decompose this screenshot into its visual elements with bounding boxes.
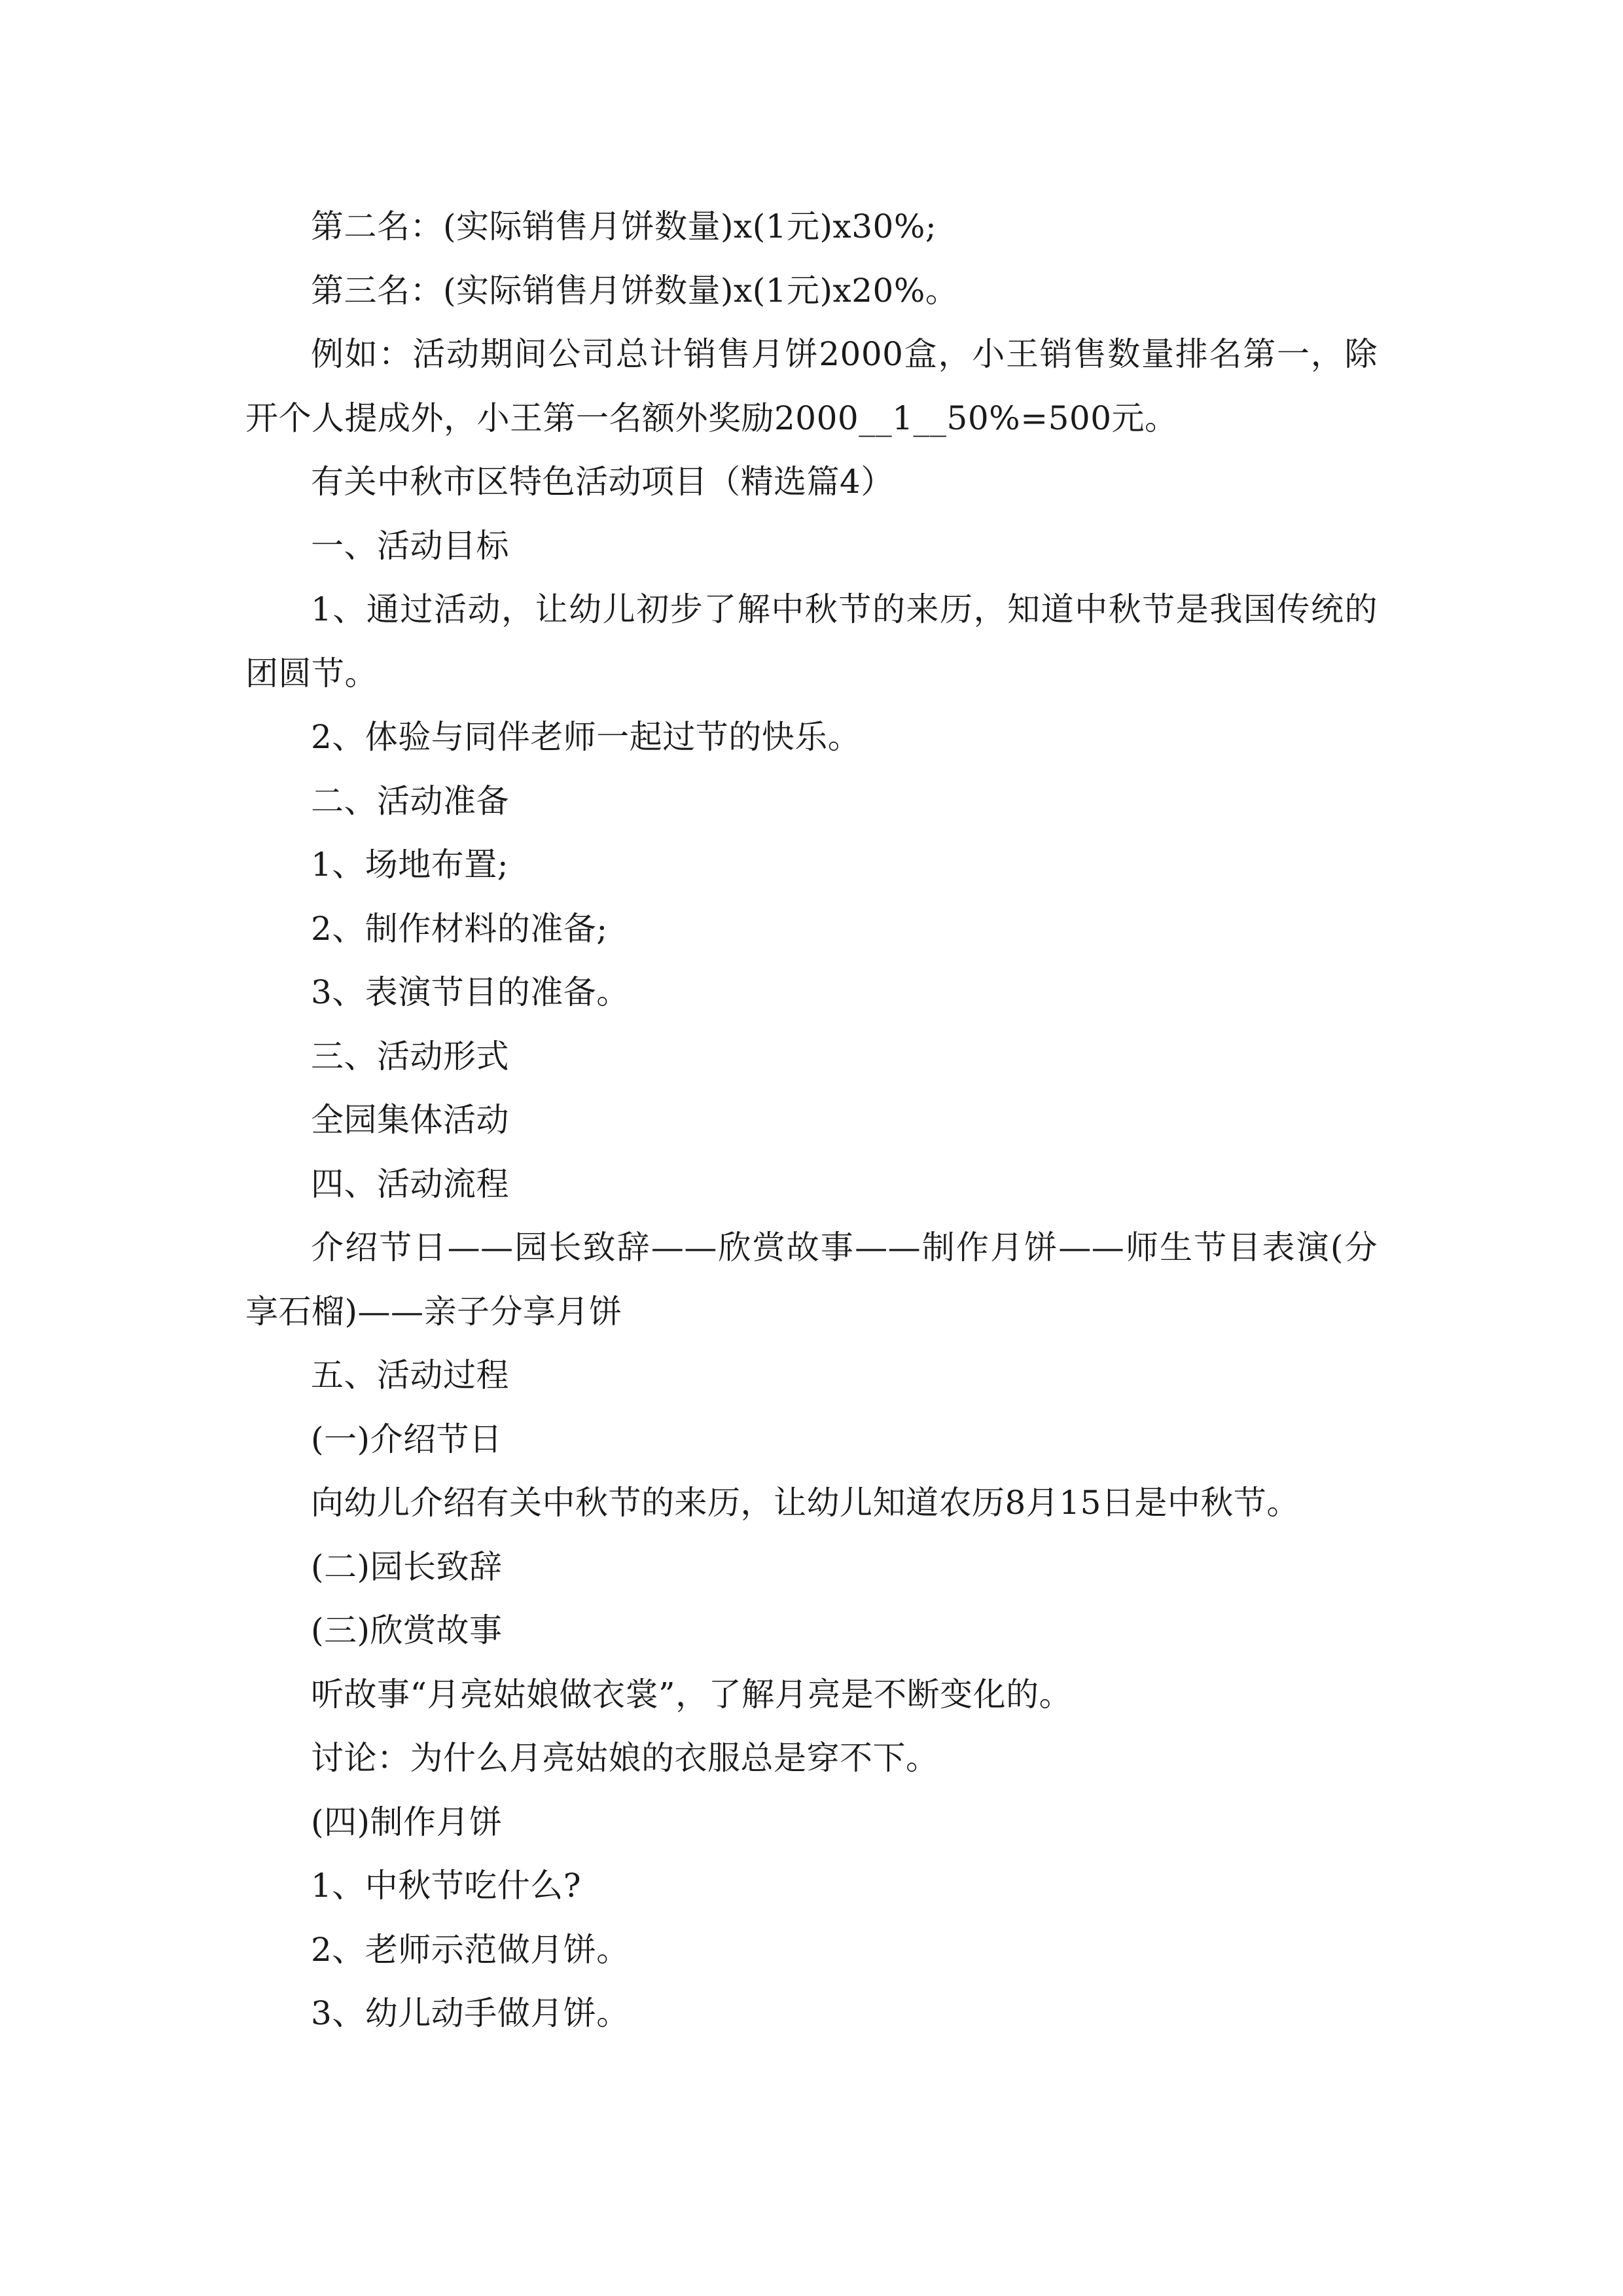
paragraph-prep-3: 3、表演节目的准备。 bbox=[311, 973, 630, 1011]
paragraph-mooncake-1: 1、中秋节吃什么? bbox=[311, 1867, 582, 1905]
section-title: 有关中秋市区特色活动项目（精选篇4） bbox=[311, 463, 894, 501]
paragraph-third-place: 第三名：(实际销售月饼数量)x(1元)x20%。 bbox=[311, 271, 959, 310]
paragraph-prep-2: 2、制作材料的准备; bbox=[311, 909, 608, 948]
subheading-make-mooncakes: (四)制作月饼 bbox=[311, 1803, 503, 1841]
paragraph-second-place: 第二名：(实际销售月饼数量)x(1元)x30%; bbox=[311, 207, 937, 245]
paragraph-story: 听故事“月亮姑娘做衣裳”，了解月亮是不断变化的。 bbox=[311, 1675, 1073, 1713]
paragraph-goal-2: 2、体验与同伴老师一起过节的快乐。 bbox=[311, 718, 861, 756]
paragraph-mooncake-3: 3、幼儿动手做月饼。 bbox=[311, 1994, 630, 2032]
heading-activity-preparation: 二、活动准备 bbox=[311, 781, 509, 820]
paragraph-goal-1: 1、通过活动，让幼儿初步了解中秋节的来历，知道中秋节是我国传统的团圆节。 bbox=[245, 590, 1378, 692]
heading-activity-process: 五、活动过程 bbox=[311, 1356, 509, 1394]
heading-activity-goals: 一、活动目标 bbox=[311, 526, 509, 565]
heading-activity-form: 三、活动形式 bbox=[311, 1037, 509, 1075]
heading-activity-flow: 四、活动流程 bbox=[311, 1164, 509, 1203]
document-body bbox=[245, 195, 1378, 2046]
paragraph-prep-1: 1、场地布置; bbox=[311, 846, 509, 884]
subheading-principal-speech: (二)园长致辞 bbox=[311, 1547, 503, 1586]
paragraph-introduce-festival: 向幼儿介绍有关中秋节的来历，让幼儿知道农历8月15日是中秋节。 bbox=[311, 1484, 1300, 1522]
paragraph-discussion: 讨论：为什么月亮姑娘的衣服总是穿不下。 bbox=[311, 1739, 939, 1777]
paragraph-example: 例如：活动期间公司总计销售月饼2000盒，小王销售数量排名第一，除开个人提成外，小王第一名额外奖励2000__1__50%=500元。 bbox=[245, 335, 1378, 437]
subheading-story: (三)欣赏故事 bbox=[311, 1611, 503, 1649]
paragraph-mooncake-2: 2、老师示范做月饼。 bbox=[311, 1930, 630, 1969]
subheading-introduce-festival: (一)介绍节日 bbox=[311, 1420, 503, 1458]
paragraph-form: 全园集体活动 bbox=[311, 1101, 509, 1139]
paragraph-flow: 介绍节日——园长致辞——欣赏故事——制作月饼——师生节目表演(分享石榴)——亲子分享月饼 bbox=[245, 1229, 1378, 1331]
